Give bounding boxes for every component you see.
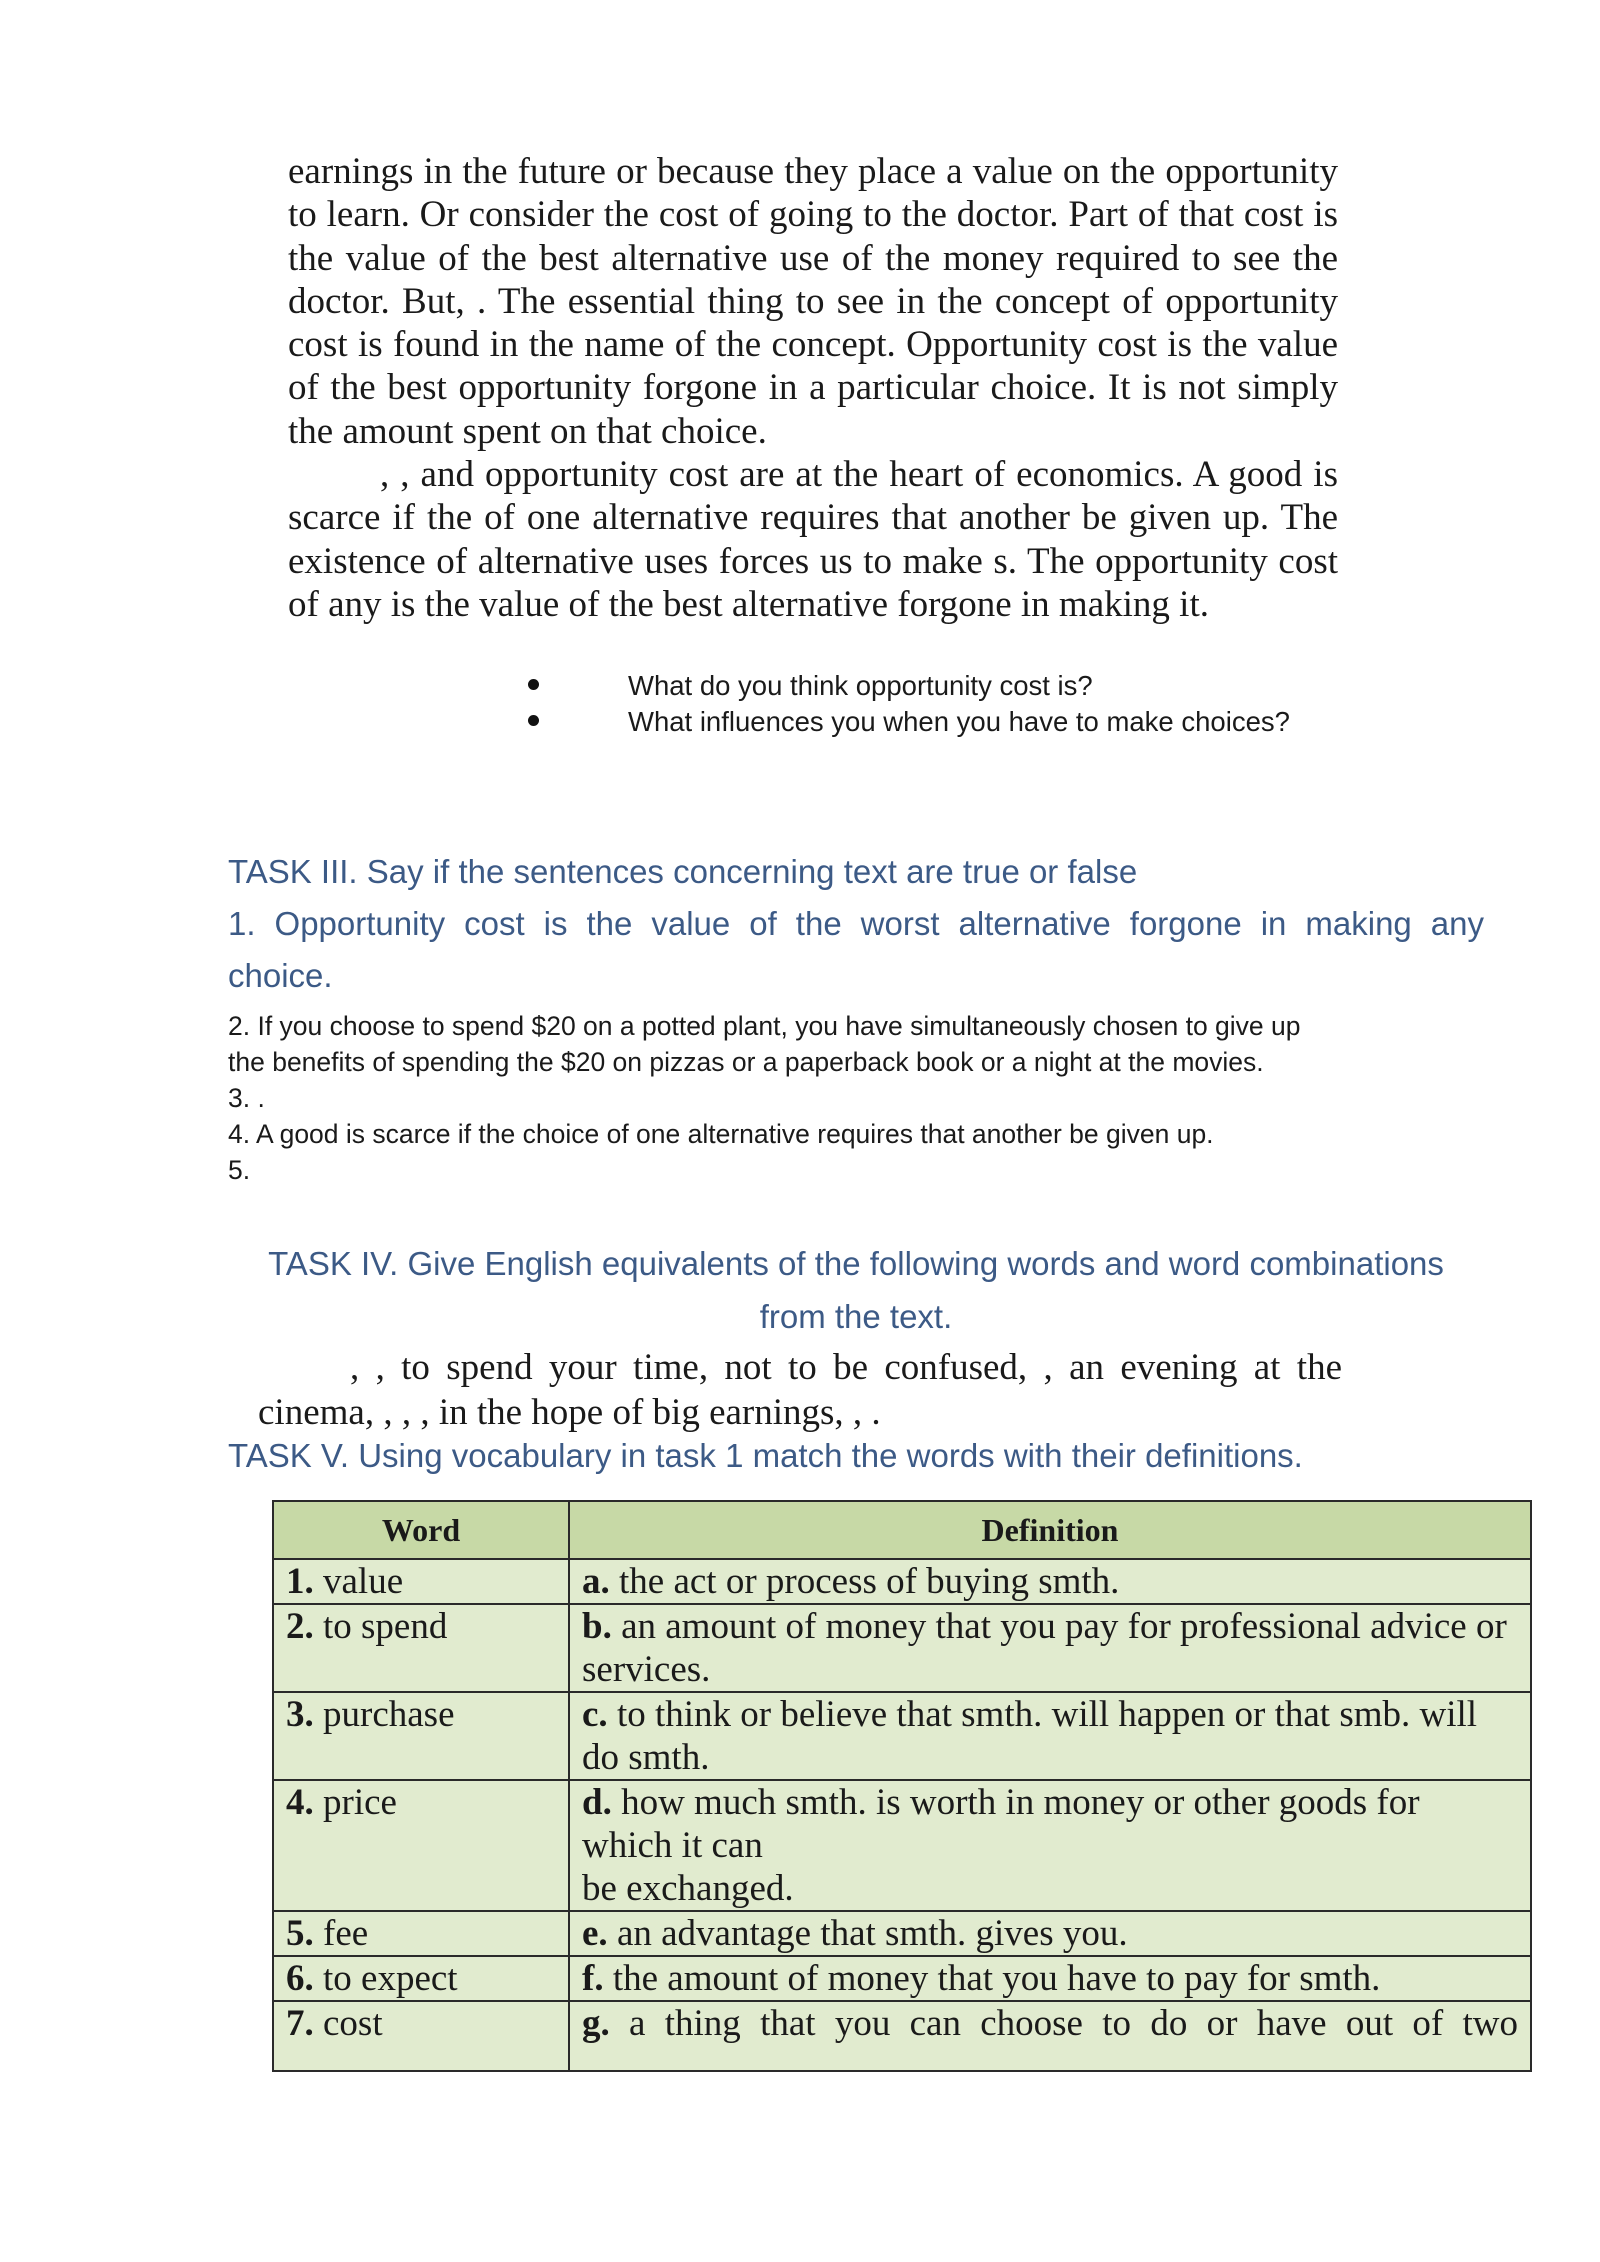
table-row	[273, 1604, 1531, 1692]
text-line: cost is found in the name of the concept. Opportunity cost is the value	[288, 324, 1338, 366]
bullet-icon	[528, 715, 539, 726]
body-paragraph-1	[288, 150, 1338, 453]
text-line: the amount spent on that choice.	[288, 410, 767, 452]
table-header-row	[273, 1501, 1531, 1559]
text-line: doctor. But, . The essential thing to see in the concept of opportunity	[288, 280, 1338, 322]
word-cell: 4. price	[273, 1780, 569, 1911]
task3-item-3: 3. .	[228, 1083, 265, 1113]
table-row	[273, 1911, 1531, 1956]
question-text: What influences you when you have to make choices?	[628, 706, 1290, 737]
text-line: , , and opportunity cost are at the heart of economics. A good is	[380, 454, 1338, 495]
table-row	[273, 1559, 1531, 1604]
task3-item-2: 2. If you choose to spend $20 on a potted plant, you have simultaneously chosen to give up	[228, 1011, 1301, 1041]
word-cell: 7. cost	[273, 2001, 569, 2071]
task3-heading: TASK III. Say if the sentences concerning text are true or false	[228, 853, 1138, 890]
table-row	[273, 1692, 1531, 1780]
task3-item-1: 1. Opportunity cost is the value of the worst alternative forgone in making any	[228, 905, 1484, 942]
bullet-icon	[528, 679, 539, 690]
text-line: the value of the best alternative use of the money required to see the	[288, 237, 1338, 279]
definition-cell: g. a thing that you can choose to do or have out of two	[569, 2001, 1531, 2071]
discussion-questions	[528, 668, 1290, 740]
question-text: What do you think opportunity cost is?	[628, 670, 1093, 701]
definition-cell: e. an advantage that smth. gives you.	[569, 1911, 1531, 1956]
list-item	[528, 704, 1290, 740]
text-line: of any is the value of the best alternative forgone in making it.	[288, 583, 1209, 625]
table-row	[273, 2001, 1531, 2071]
word-cell: 6. to expect	[273, 1956, 569, 2001]
word-cell: 5. fee	[273, 1911, 569, 1956]
task4-body-cont: cinema, , , , in the hope of big earnings, , .	[258, 1392, 881, 1433]
definition-cell: f. the amount of money that you have to pay for smth.	[569, 1956, 1531, 2001]
word-cell: 3. purchase	[273, 1692, 569, 1780]
word-cell: 2. to spend	[273, 1604, 569, 1692]
list-item	[528, 668, 1290, 704]
column-header-definition: Definition	[569, 1501, 1531, 1559]
task4-heading-cont: from the text.	[759, 1298, 953, 1335]
table-row	[273, 1780, 1531, 1911]
definition-cell: d. how much smth. is worth in money or other goods for which it can be exchanged.	[569, 1780, 1531, 1911]
text-line: to learn. Or consider the cost of going to the doctor. Part of that cost is	[288, 194, 1338, 236]
definition-cell: c. to think or believe that smth. will happen or that smb. will do smth.	[569, 1692, 1531, 1780]
task3-item-1-cont: choice.	[228, 957, 333, 994]
text-line: existence of alternative uses forces us to make s. The opportunity cost	[288, 540, 1338, 582]
table-row	[273, 1956, 1531, 2001]
word-cell: 1. value	[273, 1559, 569, 1604]
task3-item-5: 5.	[228, 1155, 251, 1185]
text-line: scarce if the of one alternative requires that another be given up. The	[288, 497, 1338, 539]
task3-item-4: 4. A good is scarce if the choice of one alternative requires that another be given up.	[228, 1119, 1214, 1149]
vocabulary-table	[272, 1500, 1532, 2072]
column-header-word: Word	[273, 1501, 569, 1559]
task5-heading: TASK V. Using vocabulary in task 1 match the words with their definitions.	[228, 1437, 1303, 1474]
task4-body: , , to spend your time, not to be confused, , an evening at the	[350, 1347, 1342, 1388]
task4-heading: TASK IV. Give English equivalents of the following words and word combinations	[268, 1245, 1444, 1282]
task3-item-2-cont: the benefits of spending the $20 on pizzas or a paperback book or a night at the movies.	[228, 1047, 1264, 1077]
definition-cell: a. the act or process of buying smth.	[569, 1559, 1531, 1604]
text-line: of the best opportunity forgone in a particular choice. It is not simply	[288, 367, 1338, 409]
body-paragraph-2	[288, 453, 1338, 626]
text-line: earnings in the future or because they place a value on the opportunity	[288, 151, 1338, 192]
definition-cell: b. an amount of money that you pay for professional advice or services.	[569, 1604, 1531, 1692]
